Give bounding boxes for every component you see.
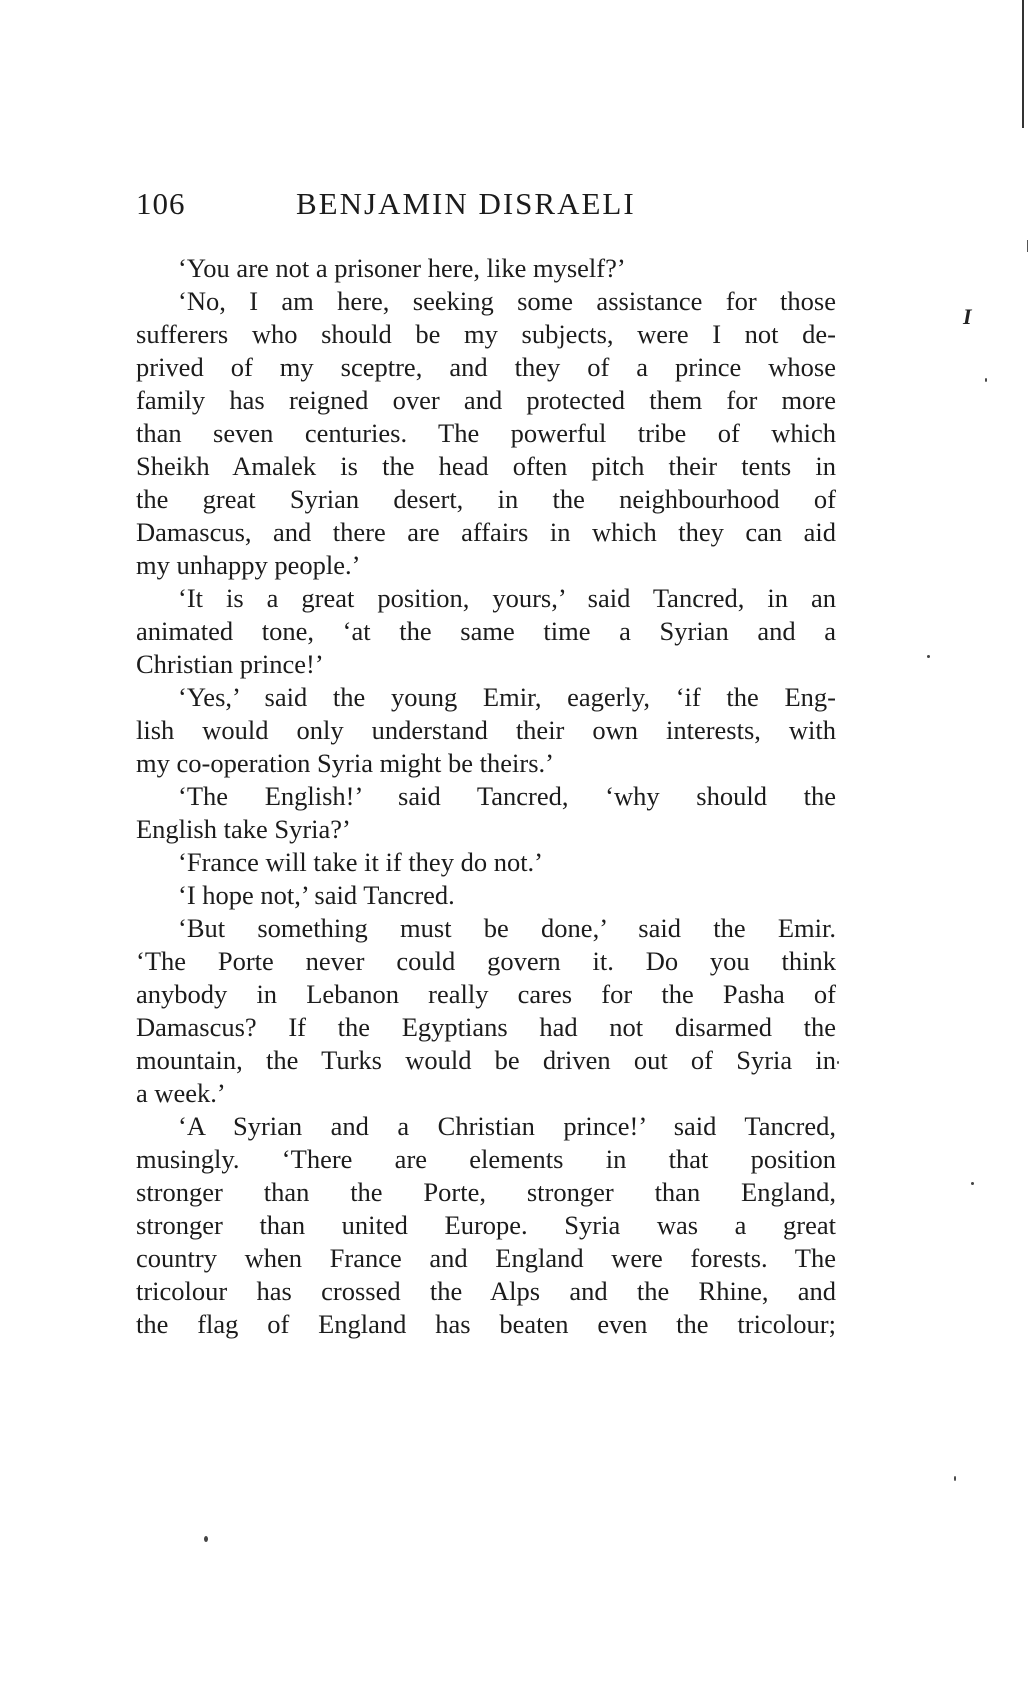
text-line: my co-operation Syria might be theirs.’ — [136, 748, 555, 778]
text-line: Damascus? If the Egyptians had not disarmed the — [136, 1012, 836, 1042]
text-line: stronger than the Porte, stronger than England, — [136, 1177, 836, 1207]
text-line: mountain, the Turks would be driven out of Syria in — [136, 1045, 836, 1075]
scan-speck — [954, 1476, 956, 1481]
text-line: the flag of England has beaten even the tricolour; — [136, 1309, 836, 1339]
text-line: musingly. ‘There are elements in that position — [136, 1144, 836, 1174]
text-line: stronger than united Europe. Syria was a great — [136, 1210, 836, 1240]
text-line: Damascus, and there are affairs in which they can aid — [136, 517, 836, 547]
text-line: a week.’ — [136, 1078, 226, 1108]
text-line: ‘No, I am here, seeking some assistance for those — [178, 286, 836, 316]
scan-speck — [837, 1061, 839, 1064]
page-edge-rule — [1022, 0, 1024, 128]
text-line: anybody in Lebanon really cares for the Pasha of — [136, 979, 836, 1009]
text-line: the great Syrian desert, in the neighbourhood of — [136, 484, 836, 514]
text-line: ‘The Porte never could govern it. Do you think — [136, 946, 836, 976]
text-line: ‘A Syrian and a Christian prince!’ said Tancred, — [178, 1111, 836, 1141]
text-line: sufferers who should be my subjects, were I not de- — [136, 319, 836, 349]
text-line: Christian prince!’ — [136, 649, 324, 679]
text-line: ‘It is a great position, yours,’ said Tancred, in an — [178, 583, 836, 613]
scan-speck — [985, 378, 987, 382]
text-line: animated tone, ‘at the same time a Syrian and a — [136, 616, 836, 646]
body-text — [136, 252, 836, 1341]
text-line: ‘France will take it if they do not.’ — [178, 847, 544, 877]
text-line: Sheikh Amalek is the head often pitch their tents in — [136, 451, 836, 481]
text-line: family has reigned over and protected them for more — [136, 385, 836, 415]
margin-mark: I — [963, 304, 972, 329]
scan-speck — [927, 655, 930, 658]
text-line: ‘I hope not,’ said Tancred. — [178, 880, 455, 910]
text-line: tricolour has crossed the Alps and the Rhine, and — [136, 1276, 836, 1306]
text-line: ‘You are not a prisoner here, like myself?’ — [178, 253, 626, 283]
scan-speck — [204, 1536, 208, 1542]
text-line: prived of my sceptre, and they of a prince whose — [136, 352, 836, 382]
text-line: country when France and England were forests. The — [136, 1243, 836, 1273]
page-number: 106 — [136, 186, 186, 221]
text-line: than seven centuries. The powerful tribe of which — [136, 418, 836, 448]
text-line: ‘Yes,’ said the young Emir, eagerly, ‘if the Eng- — [178, 682, 836, 712]
text-line: ‘But something must be done,’ said the Emir. — [178, 913, 836, 943]
running-head — [136, 186, 836, 226]
running-title: BENJAMIN DISRAELI — [296, 186, 636, 221]
text-line: ‘The English!’ said Tancred, ‘why should the — [178, 781, 836, 811]
text-line: lish would only understand their own interests, with — [136, 715, 836, 745]
page-edge-tick — [1027, 240, 1028, 252]
text-line: my unhappy people.’ — [136, 550, 361, 580]
text-line: English take Syria?’ — [136, 814, 351, 844]
scan-speck — [971, 1182, 974, 1185]
